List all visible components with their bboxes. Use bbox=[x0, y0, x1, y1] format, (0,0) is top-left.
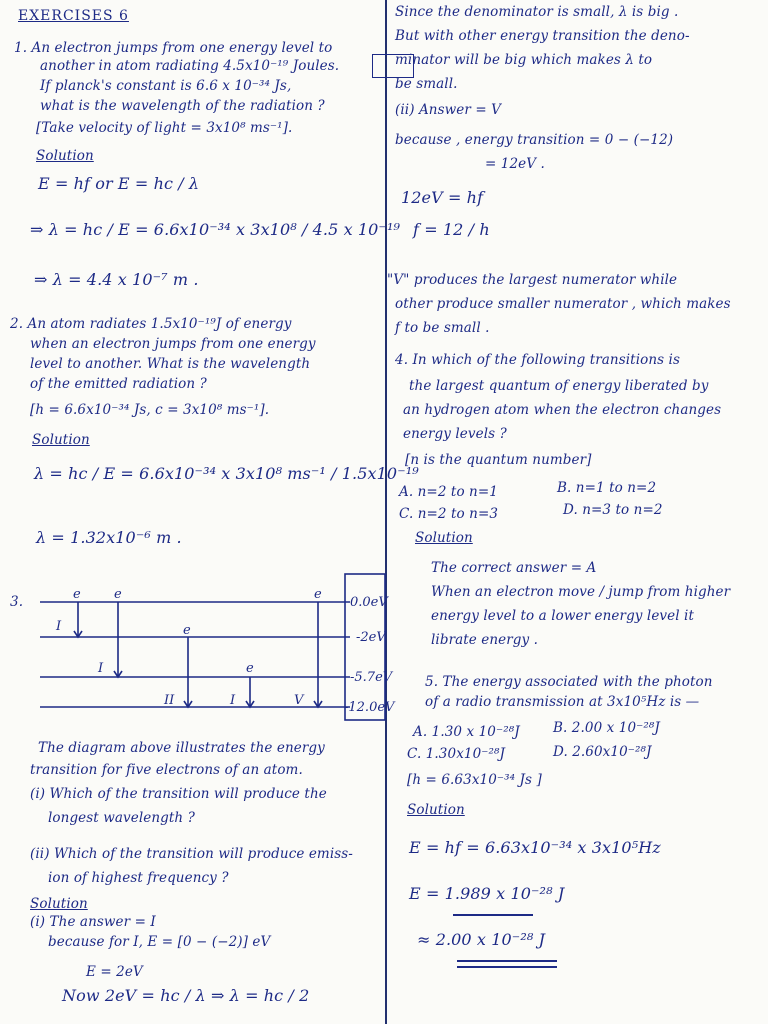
transition-label: II bbox=[164, 693, 175, 708]
q1-line: 1. An electron jumps from one energy level to bbox=[14, 40, 333, 56]
answer-line: 12eV = hf bbox=[401, 188, 484, 207]
q5-solution-line: E = 1.989 x 10⁻²⁸ J bbox=[409, 884, 565, 903]
q4-line: [n is the quantum number] bbox=[405, 452, 592, 468]
q4-solution-line: energy level to a lower energy level it bbox=[431, 608, 694, 624]
q5-solution-label: Solution bbox=[407, 802, 465, 818]
answer-note-line: other produce smaller numerator , which makes bbox=[395, 296, 731, 312]
q5-option: B. 2.00 x 10⁻²⁸J bbox=[553, 720, 660, 736]
q3-solution-line: E = 2eV bbox=[86, 964, 143, 980]
q3-line: longest wavelength ? bbox=[48, 810, 195, 826]
q1-line: If planck's constant is 6.6 x 10⁻³⁴ Js, bbox=[40, 78, 292, 94]
q1-line: [Take velocity of light = 3x10⁸ ms⁻¹]. bbox=[36, 120, 293, 136]
q4-line: 4. In which of the following transitions is bbox=[395, 352, 681, 368]
q3-solution-line: because for I, E = [0 − (−2)] eV bbox=[48, 934, 271, 950]
q4-option: D. n=3 to n=2 bbox=[563, 502, 663, 518]
energy-level-value: -5.7eV bbox=[350, 670, 393, 685]
electron-label: e bbox=[314, 587, 322, 602]
q2-line: level to another. What is the wavelength bbox=[30, 356, 311, 372]
electron-label: e bbox=[73, 587, 81, 602]
q5-solution-line: E = hf = 6.63x10⁻³⁴ x 3x10⁵Hz bbox=[409, 838, 661, 857]
q2-line: [h = 6.6x10⁻³⁴ Js, c = 3x10⁸ ms⁻¹]. bbox=[30, 402, 270, 418]
q1-line: what is the wavelength of the radiation ? bbox=[40, 98, 325, 114]
transition-label: V bbox=[294, 693, 304, 708]
q2-line: 2. An atom radiates 1.5x10⁻¹⁹J of energy bbox=[10, 316, 292, 332]
continuation-line: be small. bbox=[395, 76, 458, 92]
q5-option: C. 1.30x10⁻²⁸J bbox=[407, 746, 506, 762]
q2-line: of the emitted radiation ? bbox=[30, 376, 207, 392]
q4-option: A. n=2 to n=1 bbox=[399, 484, 498, 500]
continuation-line: Since the denominator is small, λ is big . bbox=[395, 4, 679, 20]
q4-line: energy levels ? bbox=[403, 426, 507, 442]
q3-line: transition for five electrons of an atom. bbox=[30, 762, 303, 778]
energy-level-value: -2eV bbox=[356, 630, 386, 645]
q5-solution-line: ≈ 2.00 x 10⁻²⁸ J bbox=[417, 930, 546, 949]
q3-line: (ii) Which of the transition will produce emiss- bbox=[30, 846, 353, 862]
q4-solution-line: librate energy . bbox=[431, 632, 539, 648]
answer-line: (ii) Answer = V bbox=[395, 102, 501, 118]
electron-label: e bbox=[183, 623, 191, 638]
energy-level-value: -12.0eV bbox=[344, 700, 395, 715]
q4-line: the largest quantum of energy liberated by bbox=[409, 378, 709, 394]
continuation-line: minator will be big which makes λ to bbox=[395, 52, 653, 68]
energy-level-value: 0.0eV bbox=[350, 595, 388, 610]
answer-line: because , energy transition = 0 − (−12) bbox=[395, 132, 674, 148]
q5-line: of a radio transmission at 3x10⁵Hz is — bbox=[425, 694, 700, 710]
q3-number: 3. bbox=[10, 594, 24, 610]
q3-solution-label: Solution bbox=[30, 896, 88, 912]
electron-label: e bbox=[246, 661, 254, 676]
answer-note-line: f to be small . bbox=[395, 320, 490, 336]
q5-option: A. 1.30 x 10⁻²⁸J bbox=[413, 724, 520, 740]
q3-solution-line: Now 2eV = hc / λ ⇒ λ = hc / 2 bbox=[62, 986, 310, 1005]
q2-line: when an electron jumps from one energy bbox=[30, 336, 316, 352]
answer-underline bbox=[453, 914, 533, 916]
q1-line: another in atom radiating 4.5x10⁻¹⁹ Joules. bbox=[40, 58, 340, 74]
right-column bbox=[387, 0, 768, 1024]
transition-label: I bbox=[56, 619, 62, 634]
q1-solution-line: E = hf or E = hc / λ bbox=[38, 174, 200, 193]
joules-box bbox=[372, 54, 414, 78]
q1-solution-label: Solution bbox=[36, 148, 94, 164]
q4-solution-label: Solution bbox=[415, 530, 473, 546]
answer-line: f = 12 / h bbox=[413, 220, 490, 239]
electron-label: e bbox=[114, 587, 122, 602]
q3-line: The diagram above illustrates the energy bbox=[38, 740, 325, 756]
q4-option: B. n=1 to n=2 bbox=[557, 480, 657, 496]
q2-solution-line: λ = hc / E = 6.6x10⁻³⁴ x 3x10⁸ ms⁻¹ / 1.5x10⁻¹⁹ bbox=[34, 464, 419, 483]
q5-line: 5. The energy associated with the photon bbox=[425, 674, 713, 690]
q4-solution-line: The correct answer = A bbox=[431, 560, 597, 576]
q4-line: an hydrogen atom when the electron changes bbox=[403, 402, 722, 418]
energy-level-diagram bbox=[0, 582, 395, 722]
q4-option: C. n=2 to n=3 bbox=[399, 506, 499, 522]
transition-label: I bbox=[98, 661, 104, 676]
q5-option: D. 2.60x10⁻²⁸J bbox=[553, 744, 652, 760]
answer-note-line: "V" produces the largest numerator while bbox=[387, 272, 678, 288]
q4-solution-line: When an electron move / jump from higher bbox=[431, 584, 731, 600]
q1-solution-line: ⇒ λ = hc / E = 6.6x10⁻³⁴ x 3x10⁸ / 4.5 x 10⁻¹⁹ bbox=[30, 220, 401, 239]
q3-line: (i) Which of the transition will produce the bbox=[30, 786, 327, 802]
q2-solution-line: λ = 1.32x10⁻⁶ m . bbox=[36, 528, 182, 547]
q3-solution-line: (i) The answer = I bbox=[30, 914, 156, 930]
page-title: EXERCISES 6 bbox=[18, 8, 129, 24]
continuation-line: But with other energy transition the deno- bbox=[395, 28, 690, 44]
transition-label: I bbox=[230, 693, 236, 708]
q2-solution-label: Solution bbox=[32, 432, 90, 448]
q1-solution-line: ⇒ λ = 4.4 x 10⁻⁷ m . bbox=[34, 270, 199, 289]
q5-given: [h = 6.63x10⁻³⁴ Js ] bbox=[407, 772, 542, 788]
answer-line: = 12eV . bbox=[485, 156, 545, 172]
answer-double-underline bbox=[457, 960, 557, 968]
q3-line: ion of highest frequency ? bbox=[48, 870, 229, 886]
